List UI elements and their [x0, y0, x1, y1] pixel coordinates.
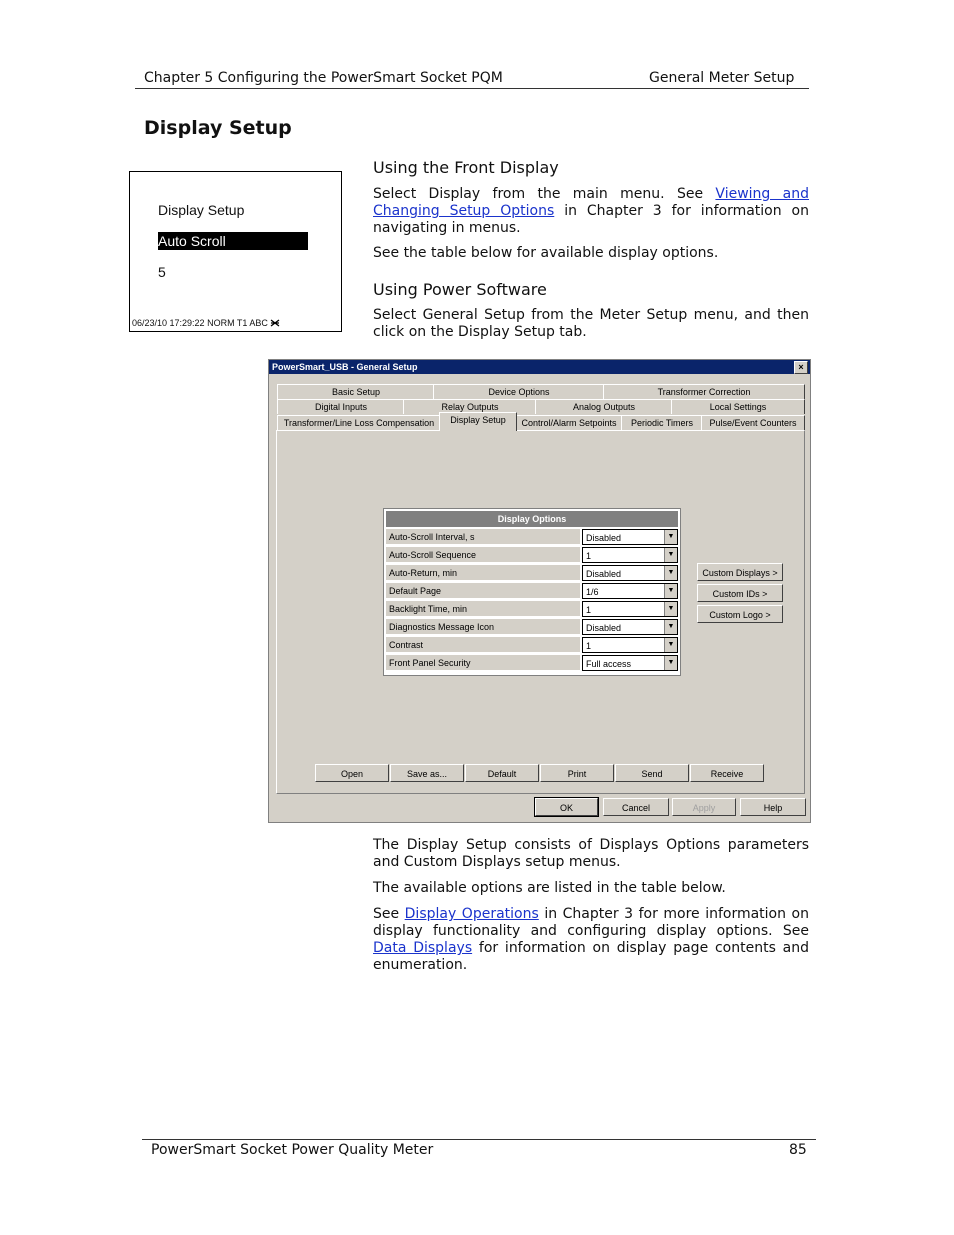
lcd-title: Display Setup [158, 202, 245, 218]
software-paragraph: Select General Setup from the Meter Setup menu, and then click on the Display Setup tab. [373, 307, 809, 340]
subheading-power-software: Using Power Software [373, 280, 547, 299]
page-number: 85 [789, 1142, 807, 1158]
option-dropdown[interactable] [582, 547, 678, 563]
option-value: 1 [586, 641, 592, 651]
front-display-paragraph [373, 186, 809, 237]
option-label: Front Panel Security [386, 655, 580, 671]
option-value: Disabled [586, 533, 622, 543]
subheading-front-display: Using the Front Display [373, 158, 559, 177]
dialog-titlebar [269, 360, 810, 374]
see-also-paragraph [373, 906, 809, 974]
option-value: 1/6 [586, 587, 599, 597]
default-button[interactable]: Default [465, 764, 539, 782]
dialog-title: PowerSmart_USB - General Setup [272, 362, 418, 372]
running-header-chapter: Chapter 5 Configuring the PowerSmart Socket PQM [144, 70, 503, 86]
option-dropdown[interactable] [582, 655, 678, 671]
option-dropdown[interactable] [582, 637, 678, 653]
display-options-grid [383, 508, 681, 676]
option-value: Full access [586, 659, 632, 669]
send-button[interactable]: Send [615, 764, 689, 782]
option-value: Disabled [586, 623, 622, 633]
open-button[interactable]: Open [315, 764, 389, 782]
link-viewing-changing-setup[interactable]: Viewing and Changing Setup Options [373, 186, 809, 219]
para-text: for information on display page contents and enumeration. [373, 940, 809, 973]
option-dropdown[interactable] [582, 565, 678, 581]
para-text: See [373, 906, 405, 922]
option-label: Contrast [386, 637, 580, 653]
custom-ids-button[interactable]: Custom IDs > [697, 584, 783, 602]
help-button[interactable]: Help [740, 798, 806, 816]
tab-transformer-correction[interactable]: Transformer Correction [603, 384, 805, 399]
cancel-button[interactable]: Cancel [603, 798, 669, 816]
lcd-value: 5 [158, 264, 166, 280]
running-header-section: General Meter Setup [649, 70, 795, 86]
print-button[interactable]: Print [540, 764, 614, 782]
option-value: 1 [586, 551, 592, 561]
para-text: Select Display from the main menu. See [373, 186, 716, 202]
tab-relay-outputs[interactable]: Relay Outputs [403, 399, 537, 414]
link-data-displays[interactable]: Data Displays [373, 940, 473, 956]
tab-analog-outputs[interactable]: Analog Outputs [535, 399, 673, 414]
general-setup-dialog [268, 359, 811, 823]
dropdown-arrow-icon[interactable]: ▼ [664, 656, 677, 670]
front-display-image [129, 171, 342, 332]
grid-title: Display Options [386, 511, 678, 527]
option-label: Diagnostics Message Icon [386, 619, 580, 635]
lcd-selected-item: Auto Scroll [158, 232, 308, 250]
option-label: Default Page [386, 583, 580, 599]
option-label: Auto-Scroll Sequence [386, 547, 580, 563]
tab-digital-inputs[interactable]: Digital Inputs [277, 399, 405, 414]
dropdown-arrow-icon[interactable]: ▼ [664, 620, 677, 634]
tab-periodic-timers[interactable]: Periodic Timers [621, 415, 703, 430]
dropdown-arrow-icon[interactable]: ▼ [664, 530, 677, 544]
para-text: in Chapter 3 for more information on display functionality and configuring display options. See [373, 906, 809, 939]
option-label: Auto-Scroll Interval, s [386, 529, 580, 545]
lcd-status-text: 06/23/10 17:29:22 NORM T1 ABC [132, 318, 268, 328]
display-options-note: See the table below for available display options. [373, 245, 719, 261]
footer-product-name: PowerSmart Socket Power Quality Meter [151, 1142, 434, 1158]
receive-button[interactable]: Receive [690, 764, 764, 782]
option-value: Disabled [586, 569, 622, 579]
option-dropdown[interactable] [582, 583, 678, 599]
tab-control-alarm-setpoints[interactable]: Control/Alarm Setpoints [515, 415, 623, 430]
section-title: Display Setup [144, 117, 292, 139]
option-dropdown[interactable] [582, 529, 678, 545]
option-label: Backlight Time, min [386, 601, 580, 617]
option-value: 1 [586, 605, 592, 615]
dropdown-arrow-icon[interactable]: ▼ [664, 566, 677, 580]
option-dropdown[interactable] [582, 601, 678, 617]
tab-pulse-event-counters[interactable]: Pulse/Event Counters [701, 415, 805, 430]
header-rule [135, 88, 809, 89]
available-options-note: The available options are listed in the table below. [373, 880, 726, 896]
option-dropdown[interactable] [582, 619, 678, 635]
para-text: in Chapter 3 for information on navigating in menus. [373, 203, 809, 236]
link-display-operations[interactable]: Display Operations [404, 906, 539, 922]
dropdown-arrow-icon[interactable]: ▼ [664, 584, 677, 598]
apply-button[interactable]: Apply [672, 798, 736, 816]
custom-logo-button[interactable]: Custom Logo > [697, 605, 783, 623]
dropdown-arrow-icon[interactable]: ▼ [664, 548, 677, 562]
close-icon[interactable]: × [794, 361, 808, 374]
display-setup-description: The Display Setup consists of Displays Options parameters and Custom Displays setup menus. [373, 837, 809, 870]
phase-sequence-icon [270, 319, 280, 327]
lcd-status-bar [132, 318, 280, 328]
option-label: Auto-Return, min [386, 565, 580, 581]
ok-button[interactable]: OK [535, 798, 598, 816]
tab-transformer-line-loss[interactable]: Transformer/Line Loss Compensation [277, 415, 441, 430]
tab-local-settings[interactable]: Local Settings [671, 399, 805, 414]
tab-display-setup[interactable]: Display Setup [439, 412, 517, 431]
dropdown-arrow-icon[interactable]: ▼ [664, 602, 677, 616]
dropdown-arrow-icon[interactable]: ▼ [664, 638, 677, 652]
footer-rule [142, 1139, 816, 1140]
save-as-button[interactable]: Save as... [390, 764, 464, 782]
custom-displays-button[interactable]: Custom Displays > [697, 563, 783, 581]
tab-device-options[interactable]: Device Options [433, 384, 605, 399]
tab-basic-setup[interactable]: Basic Setup [277, 384, 435, 399]
